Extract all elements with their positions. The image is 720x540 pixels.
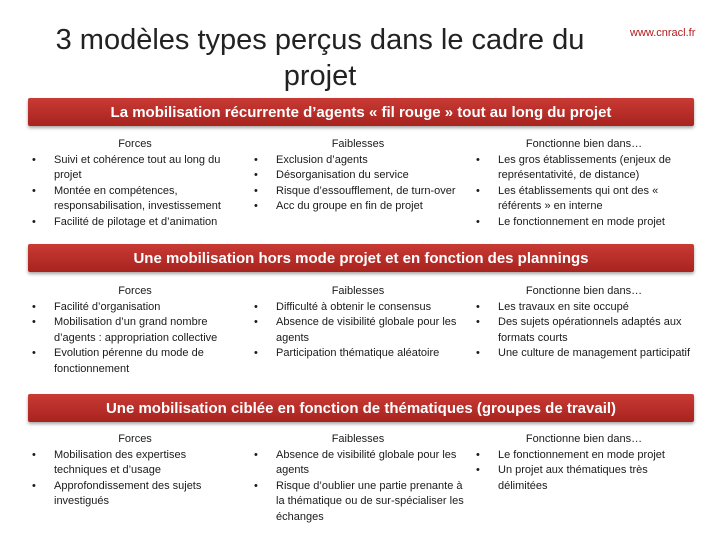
section-1-banner: La mobilisation récurrente d’agents « fil rouge » tout au long du projet: [28, 98, 694, 126]
slide-title: 3 modèles types perçus dans le cadre du projet: [55, 24, 585, 92]
list-item: • Absence de visibilité globale pour les agents: [252, 448, 464, 479]
list-item: • Le fonctionnement en mode projet: [474, 448, 694, 464]
section-2-fonctionne: [474, 284, 694, 362]
list-item: • Suivi et cohérence tout au long du projet: [30, 153, 240, 184]
list-item: • Mobilisation d’un grand nombre d’agents : appropriation collective: [30, 315, 240, 346]
list-item: • Mobilisation des expertises techniques et d’usage: [30, 448, 240, 479]
section-3-forces: [30, 432, 240, 510]
section-2-banner: Une mobilisation hors mode projet et en fonction des plannings: [28, 244, 694, 272]
section-1-fonctionne: [474, 137, 694, 230]
list-item: • Approfondissement des sujets investigués: [30, 479, 240, 510]
fonctionne-title: Fonctionne bien dans…: [525, 285, 643, 297]
section-2-faiblesses: [252, 284, 464, 362]
list-item: • Désorganisation du service: [252, 168, 464, 184]
section-3-banner: Une mobilisation ciblée en fonction de thématiques (groupes de travail): [28, 394, 694, 422]
list-item: • Facilité d’organisation: [30, 300, 240, 316]
forces-title: Forces: [118, 285, 152, 297]
section-3-faiblesses: [252, 432, 464, 525]
list-item: • Participation thématique aléatoire: [252, 346, 464, 362]
forces-title: Forces: [118, 138, 152, 150]
faiblesses-title: Faiblesses: [331, 285, 385, 297]
faiblesses-title: Faiblesses: [331, 138, 385, 150]
site-url: www.cnracl.fr: [630, 27, 696, 39]
list-item: • Acc du groupe en fin de projet: [252, 199, 464, 215]
list-item: • Difficulté à obtenir le consensus: [252, 300, 464, 316]
list-item: • Les gros établissements (enjeux de représentativité, de distance): [474, 153, 694, 184]
faiblesses-title: Faiblesses: [331, 433, 385, 445]
list-item: • Risque d’essoufflement, de turn-over: [252, 184, 464, 200]
list-item: • Absence de visibilité globale pour les agents: [252, 315, 464, 346]
section-1-forces: [30, 137, 240, 230]
list-item: • Des sujets opérationnels adaptés aux formats courts: [474, 315, 694, 346]
list-item: • Exclusion d’agents: [252, 153, 464, 169]
fonctionne-title: Fonctionne bien dans…: [525, 138, 643, 150]
forces-title: Forces: [118, 433, 152, 445]
list-item: • Evolution pérenne du mode de fonctionnement: [30, 346, 240, 377]
section-3-fonctionne: [474, 432, 694, 494]
section-2-forces: [30, 284, 240, 377]
section-1-faiblesses: [252, 137, 464, 215]
list-item: • Montée en compétences, responsabilisation, investissement: [30, 184, 240, 215]
list-item: • Le fonctionnement en mode projet: [474, 215, 694, 231]
list-item: • Les travaux en site occupé: [474, 300, 694, 316]
list-item: • Facilité de pilotage et d’animation: [30, 215, 240, 231]
list-item: • Risque d’oublier une partie prenante à la thématique ou de sur-spécialiser les échanges: [252, 479, 464, 526]
list-item: • Un projet aux thématiques très délimitées: [474, 463, 694, 494]
list-item: • Une culture de management participatif: [474, 346, 694, 362]
list-item: • Les établissements qui ont des « référents » en interne: [474, 184, 694, 215]
fonctionne-title: Fonctionne bien dans…: [525, 433, 643, 445]
